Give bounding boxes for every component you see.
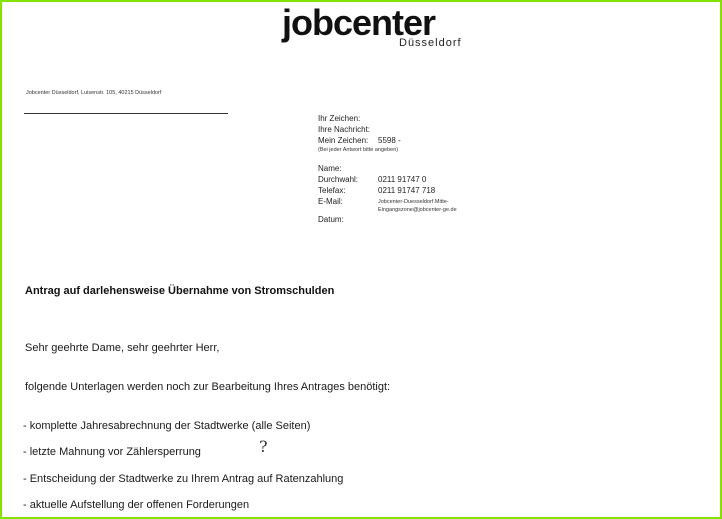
- durchwahl-label: Durchwahl:: [318, 175, 359, 184]
- ihr-zeichen-label: Ihr Zeichen:: [318, 114, 361, 123]
- email-value-line2: Eingangszone@jobcenter-ge.de: [378, 207, 457, 213]
- telefax-label: Telefax:: [318, 186, 346, 195]
- list-item: - Entscheidung der Stadtwerke zu Ihrem Antrag auf Ratenzahlung: [23, 473, 344, 485]
- sender-address-line: Jobcenter Düsseldorf, Luisenstr. 105, 40215 Düsseldorf: [26, 90, 162, 96]
- intro-text: folgende Unterlagen werden noch zur Bearbeitung Ihres Antrages benötigt:: [25, 381, 391, 393]
- handwritten-question-mark: ?: [259, 437, 268, 456]
- name-label: Name:: [318, 164, 342, 173]
- letter-subject: Antrag auf darlehensweise Übernahme von Stromschulden: [25, 285, 335, 297]
- list-item: - letzte Mahnung vor Zählersperrung: [23, 446, 201, 458]
- email-value-line1: Jobcenter-Duesseldorf.Mitte-: [378, 199, 449, 205]
- durchwahl-value: 0211 91747 0: [378, 175, 427, 184]
- ihre-nachricht-label: Ihre Nachricht:: [318, 125, 371, 134]
- datum-label: Datum:: [318, 215, 344, 224]
- mein-zeichen-label: Mein Zeichen:: [318, 136, 369, 145]
- mein-zeichen-value: 5598 -: [378, 136, 401, 145]
- logo-city: Düsseldorf: [399, 37, 462, 49]
- reference-hint: (Bei jeder Antwort bitte angeben): [318, 147, 399, 153]
- list-item: - aktuelle Aufstellung der offenen Forderungen: [23, 499, 250, 511]
- address-divider: [24, 113, 228, 114]
- email-label: E-Mail:: [318, 197, 343, 206]
- telefax-value: 0211 91747 718: [378, 186, 436, 195]
- list-item: - komplette Jahresabrechnung der Stadtwerke (alle Seiten): [23, 420, 311, 432]
- jobcenter-logo: jobcenter: [282, 2, 436, 43]
- salutation: Sehr geehrte Dame, sehr geehrter Herr,: [25, 342, 220, 354]
